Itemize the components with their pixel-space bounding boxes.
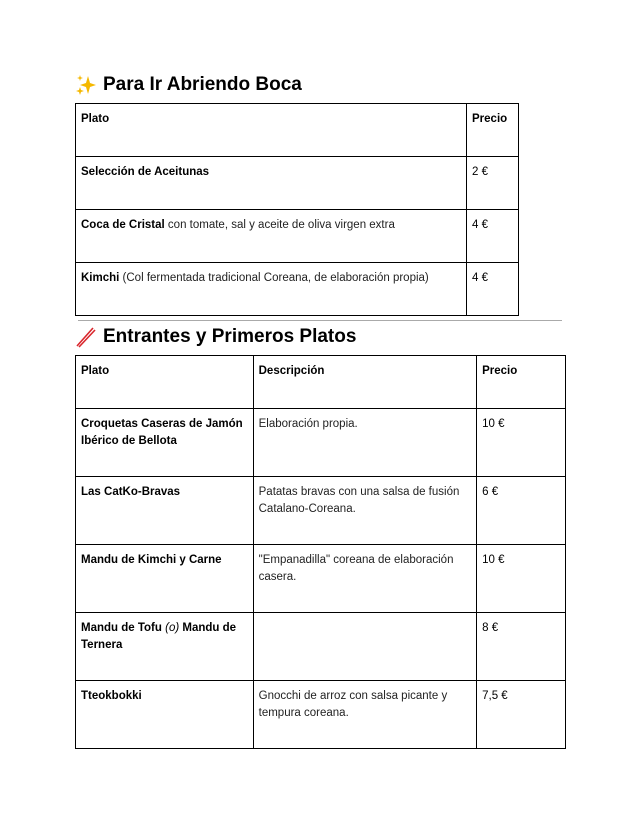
header-precio: Precio — [477, 356, 566, 409]
header-descripcion: Descripción — [253, 356, 477, 409]
chopsticks-icon — [75, 326, 97, 348]
dish-description — [253, 613, 477, 681]
dish-name-a: Mandu de Tofu — [81, 622, 162, 634]
dish-cell — [76, 157, 467, 210]
dish-cell — [76, 613, 254, 681]
dish-name: Mandu de Kimchi y Carne — [76, 545, 254, 613]
price-cell: 2 € — [467, 157, 519, 210]
dish-or: (o) — [165, 622, 180, 634]
section-title: Entrantes y Primeros Platos — [103, 326, 357, 347]
header-precio: Precio — [467, 104, 519, 157]
sparkles-icon — [75, 74, 97, 96]
dish-name-b: Mandu de Ternera — [81, 622, 237, 651]
table-row — [76, 409, 566, 477]
dish-name: Coca de Cristal — [81, 219, 165, 231]
table-row — [76, 210, 519, 263]
dish-cell — [76, 263, 467, 316]
dish-name: Tteokbokki — [76, 681, 254, 749]
price-cell: 10 € — [477, 545, 566, 613]
section-heading-para-ir-abriendo-boca — [75, 74, 302, 96]
horizontal-divider — [78, 320, 562, 321]
price-cell: 6 € — [477, 477, 566, 545]
dish-name: Selección de Aceitunas — [81, 166, 210, 178]
dish-description: Gnocchi de arroz con salsa picante y tempura coreana. — [253, 681, 477, 749]
table-row — [76, 477, 566, 545]
dish-extra: con tomate, sal y aceite de oliva virgen extra — [164, 219, 395, 231]
table-row — [76, 613, 566, 681]
dish-name: Las CatKo-Bravas — [76, 477, 254, 545]
table-header-row — [76, 356, 566, 409]
header-plato: Plato — [76, 356, 254, 409]
table-header-row — [76, 104, 519, 157]
price-cell: 7,5 € — [477, 681, 566, 749]
price-cell: 10 € — [477, 409, 566, 477]
menu-table-para-ir-abriendo-boca — [75, 103, 519, 316]
dish-name: Kimchi — [81, 272, 120, 284]
header-plato: Plato — [76, 104, 467, 157]
dish-description: "Empanadilla" coreana de elaboración casera. — [253, 545, 477, 613]
dish-description: Elaboración propia. — [253, 409, 477, 477]
table-row — [76, 263, 519, 316]
section-heading-entrantes — [75, 326, 356, 348]
dish-name: Croquetas Caseras de Jamón Ibérico de Bellota — [76, 409, 254, 477]
dish-description: Patatas bravas con una salsa de fusión Catalano-Coreana. — [253, 477, 477, 545]
dish-cell — [76, 210, 467, 263]
table-row — [76, 545, 566, 613]
table-row — [76, 157, 519, 210]
price-cell: 4 € — [467, 210, 519, 263]
price-cell: 4 € — [467, 263, 519, 316]
menu-table-entrantes — [75, 355, 566, 749]
dish-extra: (Col fermentada tradicional Coreana, de elaboración propia) — [119, 272, 429, 284]
section-title: Para Ir Abriendo Boca — [103, 74, 302, 95]
table-row — [76, 681, 566, 749]
price-cell: 8 € — [477, 613, 566, 681]
